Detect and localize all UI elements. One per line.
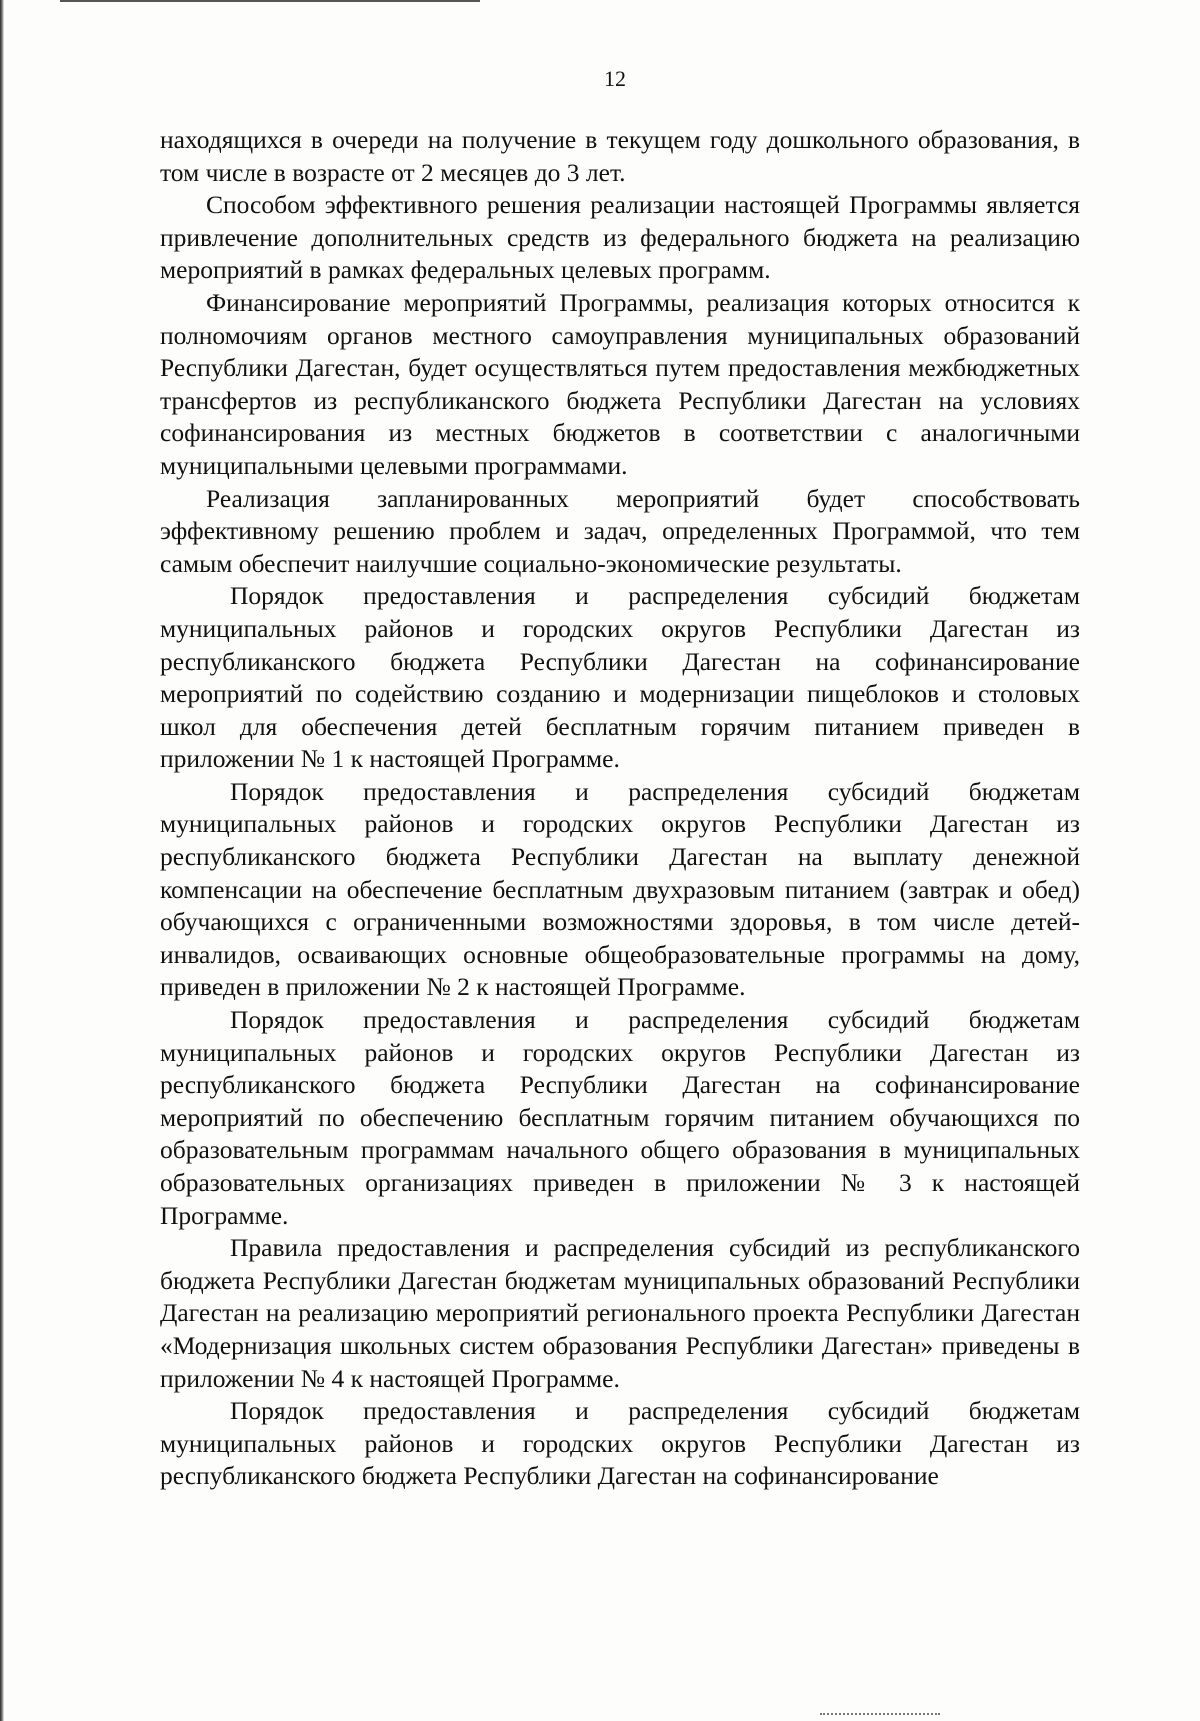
paragraph-funding-method: Способом эффективного решения реализации настоящей Программы является привлечение дополнительных средств из федерального бюджета на реализацию мероприятий в рамках федеральных целевых программ. (160, 190, 1080, 285)
scan-edge-left (0, 0, 4, 1721)
paragraph-financing: Финансирование мероприятий Программы, реализация которых относится к полномочиям органов местного самоуправления муниципальных образований Республики Дагестан, будет осуществляться путем предоставления межбюджетных трансфертов из республиканского бюджета Республики Дагестан на условиях софинансирования из местных бюджетов в соответствии с аналогичными муниципальными целевыми программами. (160, 287, 1080, 480)
paragraph-appendix-2: Порядок предоставления и распределения субсидий бюджетам муниципальных районов и городских округов Республики Дагестан из республиканского бюджета Республики Дагестан на выплату денежной компенсации на обеспечение бесплатным двухразовым питанием (завтрак и обед) обучающихся с ограниченными возможностями здоровья, в том числе детей-инвалидов, осваивающих основные общеобразовательные программы на дому, приведен в приложении № 2 к настоящей Программе. (160, 776, 1080, 1002)
page-number: 12 (604, 66, 626, 91)
paragraph-appendix-5-start: Порядок предоставления и распределения субсидий бюджетам муниципальных районов и городских округов Республики Дагестан из республиканского бюджета Республики Дагестан на софинансирование (160, 1396, 1080, 1491)
scan-edge-top (60, 0, 480, 2)
paragraph-implementation: Реализация запланированных мероприятий будет способствовать эффективному решению проблем и задач, определенных Программой, что тем самым обеспечит наилучшие социально-экономические результаты. (160, 483, 1080, 578)
paragraph-continuation: находящихся в очереди на получение в текущем году дошкольного образования, в том числе в возрасте от 2 месяцев до 3 лет. (160, 125, 1080, 187)
scan-artifact-bottom (820, 1713, 940, 1717)
paragraph-appendix-3: Порядок предоставления и распределения субсидий бюджетам муниципальных районов и городских округов Республики Дагестан из республиканского бюджета Республики Дагестан на софинансирование мероприятий по обеспечению бесплатным горячим питанием обучающихся по образовательным программам начального общего образования в муниципальных образовательных организациях приведен в приложении № 3 к настоящей Программе. (160, 1005, 1080, 1230)
paragraph-appendix-4: Правила предоставления и распределения субсидий из республиканского бюджета Республики Дагестан бюджетам муниципальных образований Республики Дагестан на реализацию мероприятий регионального проекта Республики Дагестан «Модернизация школьных систем образования Республики Дагестан» приведены в приложении № 4 к настоящей Программе. (160, 1233, 1080, 1393)
document-body (160, 124, 1080, 1493)
paragraph-appendix-1: Порядок предоставления и распределения субсидий бюджетам муниципальных районов и городских округов Республики Дагестан из республиканского бюджета Республики Дагестан на софинансирование мероприятий по содействию созданию и модернизации пищеблоков и столовых школ для обеспечения детей бесплатным горячим питанием приведен в приложении № 1 к настоящей Программе. (160, 581, 1080, 774)
